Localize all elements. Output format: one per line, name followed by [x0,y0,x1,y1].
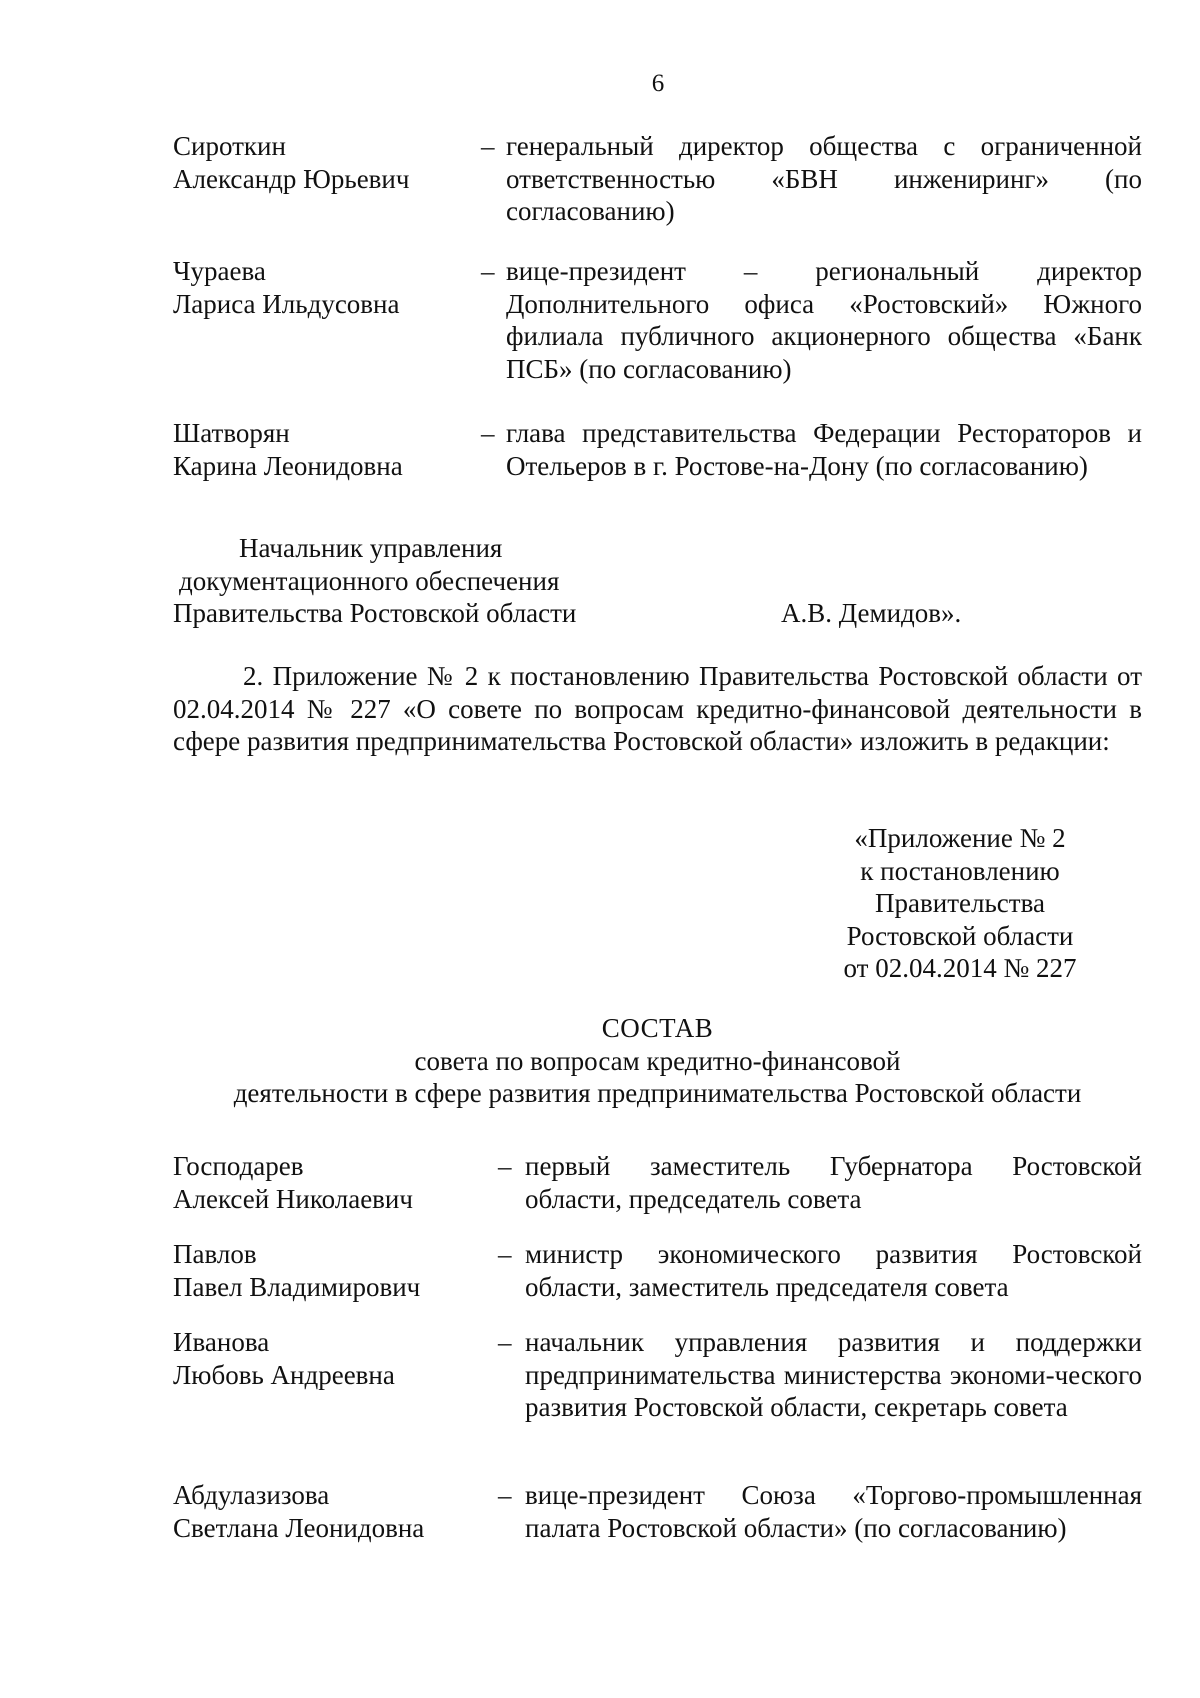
member-surname: Господарев [173,1151,304,1181]
member-dash: – [481,256,495,286]
member-dash: – [481,131,495,161]
member-name [173,1150,463,1215]
member-name [173,417,463,482]
appendix-header [800,822,1120,985]
appendix-line1: «Приложение № 2 [854,823,1066,853]
paragraph-2-text: 2. Приложение № 2 к постановлению Правительства Ростовской области от 02.04.2014 № 227 «О совете по вопросам кредитно-финансовой деятельности в сфере развития предпринимательства Ростовской области» изложить в редакции: [173,661,1142,756]
appendix-line2: к постановлению [860,855,1060,886]
member-dash: – [498,1151,512,1181]
member-surname: Сироткин [173,131,286,161]
paragraph-2 [173,660,1142,758]
signature-position-line1: Начальник управления [239,533,503,563]
member-description: начальник управления развития и поддержки предпринимательства министерства экономи-ческого развития Ростовской области, секретарь совета [525,1327,1142,1422]
member-given-names: Светлана Леонидовна [173,1512,425,1543]
member-dash: – [481,418,495,448]
member-surname: Абдулазизова [173,1480,330,1510]
member-description: генеральный директор общества с ограниченной ответственностью «БВН инжениринг» (по согласованию) [506,131,1142,226]
composition-heading [173,1012,1142,1110]
member-name [173,1479,463,1544]
signatory-name: А.В. Демидов». [781,598,962,628]
member-description: первый заместитель Губернатора Ростовской области, председатель совета [525,1151,1142,1214]
member-dash: – [498,1327,512,1357]
member-given-names: Алексей Николаевич [173,1183,413,1214]
signature-position-line3: Правительства Ростовской области [173,598,577,628]
member-surname: Павлов [173,1239,257,1269]
member-surname: Шатворян [173,418,290,448]
appendix-line3: Правительства [875,888,1045,918]
member-description: министр экономического развития Ростовской области, заместитель председателя совета [525,1239,1142,1302]
composition-subtitle-line1: совета по вопросам кредитно-финансовой [414,1045,901,1076]
member-description: глава представительства Федерации Рестораторов и Отельеров в г. Ростове-на-Дону (по согласованию) [506,418,1142,481]
composition-subtitle-line2: деятельности в сфере развития предпринимательства Ростовской области [233,1078,1082,1108]
member-given-names: Лариса Ильдусовна [173,288,400,319]
member-description: вице-президент – региональный директор Дополнительного офиса «Ростовский» Южного филиала публичного акционерного общества «Банк ПСБ» (по согласованию) [506,256,1142,384]
member-given-names: Александр Юрьевич [173,163,410,194]
member-name [173,130,463,195]
page-number: 6 [651,70,665,97]
appendix-line4: Ростовской области [846,920,1074,951]
member-given-names: Любовь Андреевна [173,1359,395,1390]
member-name [173,1238,463,1303]
member-given-names: Павел Владимирович [173,1271,421,1302]
member-name [173,255,463,320]
composition-title: СОСТАВ [601,1013,714,1043]
appendix-line5: от 02.04.2014 № 227 [843,953,1077,983]
member-surname: Иванова [173,1327,270,1357]
member-dash: – [498,1480,512,1510]
member-surname: Чураева [173,256,266,286]
signature-position-line2: документационного обеспечения [179,565,560,596]
member-name [173,1326,463,1391]
member-description: вице-президент Союза «Торгово-промышленная палата Ростовской области» (по согласованию) [525,1480,1142,1543]
member-dash: – [498,1239,512,1269]
member-given-names: Карина Леонидовна [173,450,403,481]
signature-block [173,532,1123,630]
